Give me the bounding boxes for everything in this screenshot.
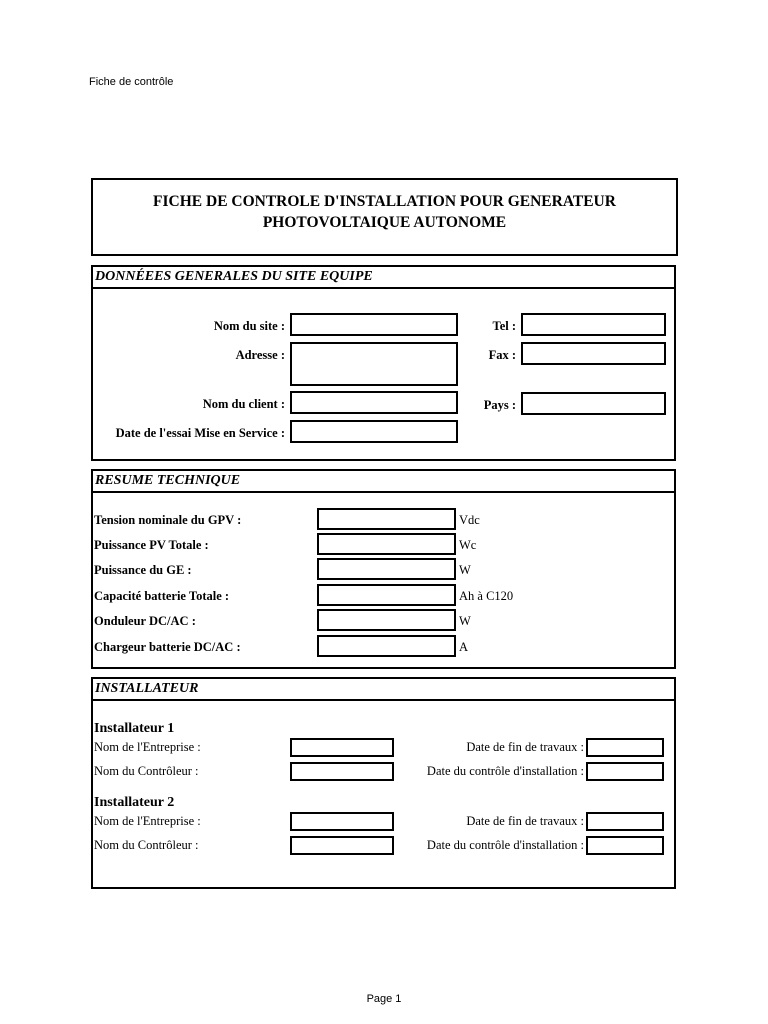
- installateur-2-title: Installateur 2: [94, 795, 175, 810]
- onduleur-field[interactable]: [317, 609, 456, 631]
- onduleur-label: Onduleur DC/AC :: [94, 614, 196, 628]
- puissance-pv-label: Puissance PV Totale :: [94, 538, 209, 552]
- section-site-data: [91, 265, 676, 461]
- installateur-1-controleur-field[interactable]: [290, 762, 394, 781]
- nom-site-label: Nom du site :: [213, 319, 285, 333]
- installateur-2-entreprise-label: Nom de l'Entreprise :: [94, 814, 201, 828]
- installateur-1-date-controle-field[interactable]: [586, 762, 664, 781]
- puissance-pv-unit: Wc: [459, 538, 477, 552]
- chargeur-batterie-unit: A: [459, 640, 469, 654]
- capacite-batterie-label: Capacité batterie Totale :: [94, 589, 230, 603]
- nom-client-label: Nom du client :: [202, 397, 285, 411]
- form-title-line-2: PHOTOVOLTAIQUE AUTONOME: [262, 214, 507, 231]
- installateur-1-entreprise-label: Nom de l'Entreprise :: [94, 740, 201, 754]
- page-number: Page 1: [366, 993, 402, 1005]
- section-technique: [91, 469, 676, 669]
- chargeur-batterie-field[interactable]: [317, 635, 456, 657]
- date-essai-field[interactable]: [290, 420, 458, 443]
- puissance-ge-field[interactable]: [317, 558, 456, 580]
- fax-label: Fax :: [488, 348, 516, 362]
- nom-client-field[interactable]: [290, 391, 458, 414]
- tension-gpv-field[interactable]: [317, 508, 456, 530]
- date-essai-label: Date de l'essai Mise en Service :: [115, 426, 285, 440]
- installateur-2-date-controle-label: Date du contrôle d'installation :: [426, 838, 584, 852]
- installateur-2-date-controle-field[interactable]: [586, 836, 664, 855]
- installateur-2-controleur-label: Nom du Contrôleur :: [94, 838, 199, 852]
- chargeur-batterie-label: Chargeur batterie DC/AC :: [94, 640, 241, 654]
- capacite-batterie-field[interactable]: [317, 584, 456, 606]
- nom-site-field[interactable]: [290, 313, 458, 336]
- puissance-ge-label: Puissance du GE :: [94, 563, 192, 577]
- section-heading-technique: RESUME TECHNIQUE: [93, 471, 674, 493]
- installateur-2-date-fin-label: Date de fin de travaux :: [466, 814, 584, 828]
- installateur-1-controleur-label: Nom du Contrôleur :: [94, 764, 199, 778]
- installateur-1-entreprise-field[interactable]: [290, 738, 394, 757]
- installateur-2-date-fin-field[interactable]: [586, 812, 664, 831]
- tension-gpv-unit: Vdc: [459, 513, 480, 527]
- installateur-1-title: Installateur 1: [94, 721, 175, 736]
- adresse-field[interactable]: [290, 342, 458, 386]
- adresse-label: Adresse :: [235, 348, 285, 362]
- tension-gpv-label: Tension nominale du GPV :: [94, 513, 242, 527]
- form-title-line-1: FICHE DE CONTROLE D'INSTALLATION POUR GENERATEUR: [153, 193, 616, 210]
- tel-label: Tel :: [492, 319, 516, 333]
- header-note: Fiche de contrôle: [89, 76, 174, 88]
- installateur-2-controleur-field[interactable]: [290, 836, 394, 855]
- capacite-batterie-unit: Ah à C120: [459, 589, 514, 603]
- installateur-1-date-controle-label: Date du contrôle d'installation :: [426, 764, 584, 778]
- puissance-pv-field[interactable]: [317, 533, 456, 555]
- form-title-box: [91, 178, 678, 256]
- installateur-1-date-fin-field[interactable]: [586, 738, 664, 757]
- fax-field[interactable]: [521, 342, 666, 365]
- tel-field[interactable]: [521, 313, 666, 336]
- installateur-2-entreprise-field[interactable]: [290, 812, 394, 831]
- onduleur-unit: W: [459, 614, 471, 628]
- section-installateur: [91, 677, 676, 889]
- pays-field[interactable]: [521, 392, 666, 415]
- section-heading-installateur: INSTALLATEUR: [93, 679, 674, 701]
- installateur-1-date-fin-label: Date de fin de travaux :: [466, 740, 584, 754]
- section-heading-site: DONNÉEES GENERALES DU SITE EQUIPE: [93, 267, 674, 289]
- pays-label: Pays :: [483, 398, 516, 412]
- puissance-ge-unit: W: [459, 563, 471, 577]
